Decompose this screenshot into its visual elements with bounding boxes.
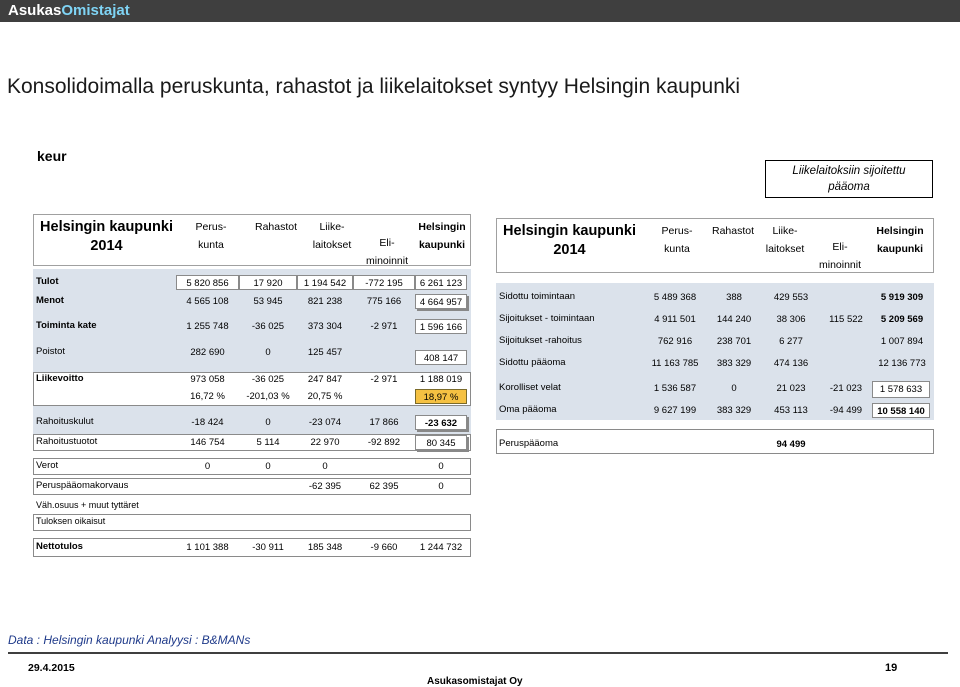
right-header-col2: Rahastot xyxy=(711,225,755,237)
row-label: Sijoitukset - toimintaan xyxy=(499,313,595,324)
left-table-header xyxy=(33,214,471,266)
row-label: Tulot xyxy=(36,276,59,287)
cell-eliminoinnit xyxy=(353,345,415,360)
cell-peruskunta: 1 101 388 xyxy=(186,542,229,553)
cell-helsinki: 408 147 xyxy=(415,350,467,365)
right-header-col5-line2: kaupunki xyxy=(876,243,924,255)
cell-rahastot xyxy=(239,479,297,494)
table-row xyxy=(33,459,471,474)
right-header-col4-line1: Eli- xyxy=(832,241,848,253)
cell-liikelaitokset: 38 306 xyxy=(776,314,806,325)
brand-part2: Omistajat xyxy=(61,2,130,19)
row-label: Verot xyxy=(36,460,59,471)
cell-rahastot: 53 945 xyxy=(253,296,283,307)
cell-peruskunta: 4 565 108 xyxy=(186,296,229,307)
table-row xyxy=(33,479,471,494)
cell-helsinki: 1 596 166 xyxy=(415,319,467,334)
left-header-col3-line1: Liike- xyxy=(319,221,345,233)
cell-peruskunta: 4 911 501 xyxy=(654,314,696,325)
cell-eliminoinnit: -2 971 xyxy=(370,374,398,385)
note-box xyxy=(765,160,933,198)
cell-helsinki xyxy=(872,437,932,452)
table-row xyxy=(496,356,934,371)
note-line2: pääoma xyxy=(828,181,870,193)
cell-rahastot: 238 701 xyxy=(716,336,752,347)
unit-label: keur xyxy=(37,148,67,164)
note-line1: Liikelaitoksiin sijoitettu xyxy=(792,165,906,177)
cell-rahastot: -36 025 xyxy=(251,321,285,332)
right-header-col1 xyxy=(652,225,702,255)
cell-liikelaitokset: 20,75 % xyxy=(307,391,343,402)
table-row xyxy=(33,515,471,530)
left-header-col1 xyxy=(186,221,236,251)
row-label: Toiminta kate xyxy=(36,320,97,331)
table-row xyxy=(33,319,471,334)
cell-eliminoinnit: 115 522 xyxy=(829,314,863,325)
cell-helsinki: 12 136 773 xyxy=(878,358,926,369)
left-header-col5-line1: Helsingin xyxy=(418,221,466,233)
cell-liikelaitokset: 94 499 xyxy=(776,439,806,450)
table-row xyxy=(496,437,934,452)
table-row xyxy=(496,403,934,418)
page-number: 19 xyxy=(885,662,898,674)
right-header-col1-line1: Perus- xyxy=(661,225,693,237)
cell-helsinki: 4 664 957 xyxy=(415,294,467,309)
row-label: Nettotulos xyxy=(36,541,83,552)
cell-helsinki: 5 209 569 xyxy=(880,314,924,325)
row-label: Sijoitukset -rahoitus xyxy=(499,335,582,346)
table-row xyxy=(33,415,471,430)
cell-eliminoinnit: -94 499 xyxy=(829,405,863,416)
cell-peruskunta xyxy=(176,479,239,494)
left-header-col2: Rahastot xyxy=(254,221,298,233)
cell-helsinki: 0 xyxy=(438,481,444,492)
brand-logo xyxy=(8,2,130,19)
cell-eliminoinnit xyxy=(820,290,872,305)
left-header-title-line1: Helsingin kaupunki xyxy=(40,219,173,235)
cell-liikelaitokset: 1 194 542 xyxy=(297,275,353,290)
table-row xyxy=(33,499,471,514)
cell-peruskunta: 1 255 748 xyxy=(186,321,229,332)
cell-liikelaitokset: -23 074 xyxy=(308,417,342,428)
cell-helsinki: 18,97 % xyxy=(415,389,467,404)
cell-eliminoinnit: -9 660 xyxy=(370,542,398,553)
cell-liikelaitokset: 821 238 xyxy=(307,296,343,307)
cell-helsinki: 6 261 123 xyxy=(415,275,467,290)
cell-peruskunta xyxy=(644,437,706,452)
cell-peruskunta: -18 424 xyxy=(191,417,224,428)
cell-liikelaitokset: 22 970 xyxy=(310,437,340,448)
cell-rahastot: 144 240 xyxy=(716,314,752,325)
cell-rahastot xyxy=(706,437,762,452)
cell-peruskunta: 5 489 368 xyxy=(653,292,697,303)
row-label: Peruspääomakorvaus xyxy=(36,480,129,491)
cell-peruskunta: 973 058 xyxy=(190,374,225,385)
row-label: Menot xyxy=(36,295,64,306)
cell-rahastot: 0 xyxy=(265,461,271,472)
cell-eliminoinnit: -21 023 xyxy=(829,383,863,394)
cell-eliminoinnit xyxy=(820,356,872,371)
right-header-col3-line2: laitokset xyxy=(765,243,805,255)
cell-peruskunta: 1 536 587 xyxy=(653,383,697,394)
left-header-col5 xyxy=(412,221,472,251)
cell-eliminoinnit xyxy=(820,334,872,349)
row-label: Sidottu toimintaan xyxy=(499,291,576,302)
cell-eliminoinnit xyxy=(353,459,415,474)
cell-eliminoinnit xyxy=(353,389,415,404)
cell-peruskunta: 16,72 % xyxy=(190,391,225,402)
cell-eliminoinnit: -2 971 xyxy=(370,321,398,332)
cell-peruskunta: 5 820 856 xyxy=(176,275,239,290)
table-row xyxy=(33,389,471,404)
cell-liikelaitokset: 453 113 xyxy=(774,405,808,416)
cell-eliminoinnit: -772 195 xyxy=(353,275,415,290)
left-header-col1-line1: Perus- xyxy=(195,221,227,233)
cell-rahastot: 388 xyxy=(726,292,742,303)
cell-helsinki: 80 345 xyxy=(415,435,467,450)
footer-date: 29.4.2015 xyxy=(28,662,75,674)
cell-liikelaitokset: 185 348 xyxy=(307,542,343,553)
row-label: Tuloksen oikaisut xyxy=(36,516,106,526)
cell-rahastot: 0 xyxy=(265,417,271,428)
source-note: Data : Helsingin kaupunki Analyysi : B&MANs xyxy=(8,633,251,647)
row-label: Rahoituskulut xyxy=(36,416,94,427)
left-header-col4 xyxy=(362,237,412,267)
cell-eliminoinnit: 62 395 xyxy=(369,481,399,492)
cell-liikelaitokset: 6 277 xyxy=(779,336,803,347)
cell-helsinki: 1 188 019 xyxy=(419,374,463,385)
table-row xyxy=(33,345,471,364)
page-title: Konsolidoimalla peruskunta, rahastot ja liikelaitokset syntyy Helsingin kaupunki xyxy=(7,75,741,98)
cell-rahastot: 5 114 xyxy=(256,437,280,448)
footer-divider xyxy=(8,652,948,654)
right-header-col5 xyxy=(869,225,931,255)
right-header-title-line1: Helsingin kaupunki xyxy=(503,223,636,239)
table-row xyxy=(33,372,471,387)
cell-liikelaitokset: 247 847 xyxy=(307,374,343,385)
cell-liikelaitokset: 21 023 xyxy=(776,383,806,394)
cell-liikelaitokset: -62 395 xyxy=(308,481,342,492)
cell-eliminoinnit: 775 166 xyxy=(366,296,402,307)
left-header-col3 xyxy=(302,221,362,251)
table-row xyxy=(496,381,934,396)
cell-rahastot: 0 xyxy=(265,347,271,358)
right-header-col4-line2: minoinnit xyxy=(818,259,862,271)
cell-helsinki: 0 xyxy=(438,461,444,472)
cell-rahastot: -36 025 xyxy=(251,374,285,385)
left-header-col4-line1: Eli- xyxy=(379,237,395,249)
left-header-col5-line2: kaupunki xyxy=(418,239,466,251)
row-label: Peruspääoma xyxy=(499,438,559,449)
cell-helsinki: 1 244 732 xyxy=(419,542,463,553)
cell-eliminoinnit xyxy=(820,437,872,452)
right-header-col3-line1: Liike- xyxy=(772,225,798,237)
table-row xyxy=(33,294,471,309)
right-header-col3 xyxy=(755,225,815,255)
cell-helsinki: 10 558 140 xyxy=(872,403,930,418)
cell-helsinki: -23 632 xyxy=(415,415,467,430)
row-label: Sidottu pääoma xyxy=(499,357,566,368)
cell-rahastot: -201,03 % xyxy=(246,391,290,402)
table-row xyxy=(496,334,934,349)
cell-helsinki: 5 919 309 xyxy=(880,292,924,303)
cell-liikelaitokset: 474 136 xyxy=(773,358,809,369)
cell-eliminoinnit: -92 892 xyxy=(367,437,401,448)
table-row xyxy=(496,312,934,327)
right-table-header xyxy=(496,218,934,273)
cell-peruskunta: 0 xyxy=(204,461,211,472)
table-row xyxy=(496,290,934,305)
cell-liikelaitokset: 429 553 xyxy=(773,292,809,303)
row-label: Liikevoitto xyxy=(36,373,84,384)
cell-rahastot: 383 329 xyxy=(716,405,752,416)
table-row xyxy=(33,275,471,290)
cell-rahastot: 17 920 xyxy=(239,275,297,290)
cell-eliminoinnit: 17 866 xyxy=(369,417,399,428)
cell-peruskunta: 282 690 xyxy=(190,347,225,358)
cell-helsinki: 1 007 894 xyxy=(880,336,924,347)
table-row xyxy=(33,540,471,555)
left-header-col4-line2: minoinnit xyxy=(365,255,409,267)
right-table xyxy=(496,218,934,458)
cell-peruskunta: 146 754 xyxy=(190,437,225,448)
row-label: Oma pääoma xyxy=(499,404,557,415)
left-header-col1-line2: kunta xyxy=(198,239,224,251)
right-header-title-line2: 2014 xyxy=(553,242,586,258)
right-header-col4 xyxy=(815,241,865,271)
cell-rahastot: 0 xyxy=(731,383,737,394)
cell-rahastot: -30 911 xyxy=(252,542,284,553)
right-header-col5-line1: Helsingin xyxy=(876,225,924,237)
cell-helsinki: 1 578 633 xyxy=(872,381,930,398)
row-label: Rahoitustuotot xyxy=(36,436,98,447)
cell-peruskunta: 762 916 xyxy=(657,336,693,347)
cell-liikelaitokset: 125 457 xyxy=(307,347,343,358)
brand-bar xyxy=(0,0,960,22)
cell-liikelaitokset: 0 xyxy=(322,461,328,472)
left-header-title-line2: 2014 xyxy=(90,238,123,254)
cell-liikelaitokset: 373 304 xyxy=(307,321,343,332)
cell-peruskunta: 11 163 785 xyxy=(651,358,699,369)
row-label: Poistot xyxy=(36,346,66,357)
row-label: Korolliset velat xyxy=(499,382,561,393)
cell-rahastot: 383 329 xyxy=(716,358,752,369)
row-label: Väh.osuus + muut tyttäret xyxy=(36,500,139,510)
right-header-title xyxy=(497,222,642,260)
brand-part1: Asukas xyxy=(8,2,62,19)
table-row xyxy=(33,435,471,450)
cell-peruskunta: 9 627 199 xyxy=(653,405,697,416)
right-header-col1-line2: kunta xyxy=(664,243,690,255)
left-header-title xyxy=(34,218,179,256)
left-table xyxy=(33,214,471,559)
footer-company: Asukasomistajat Oy xyxy=(427,676,523,687)
left-header-col3-line2: laitokset xyxy=(312,239,352,251)
